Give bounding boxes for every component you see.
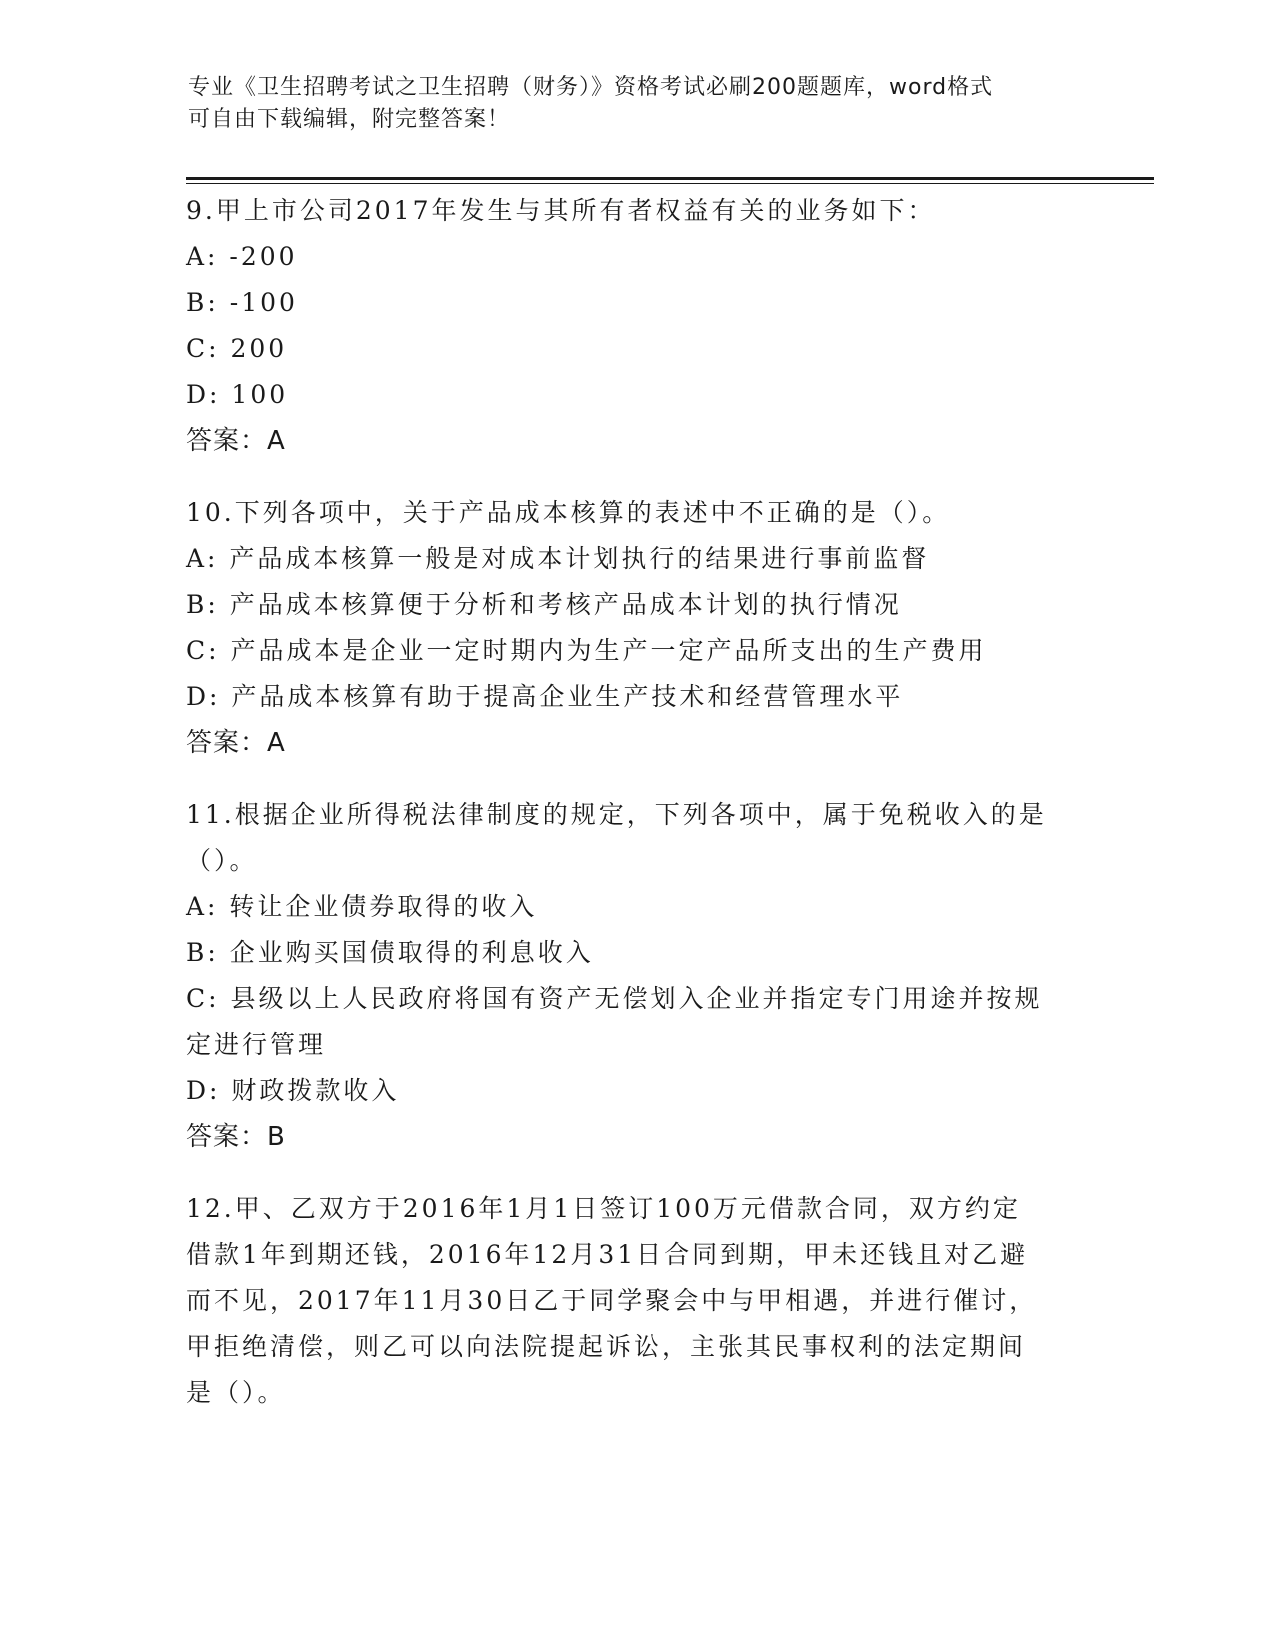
question-9 xyxy=(186,188,1086,464)
option-d: D: 100 xyxy=(186,380,289,409)
answer: 答案：A xyxy=(186,426,286,456)
option-c: C: 县级以上人民政府将国有资产无偿划入企业并指定专门用途并按规 xyxy=(186,984,1043,1013)
question-10 xyxy=(186,490,1086,766)
option-d: D: 财政拨款收入 xyxy=(186,1076,400,1105)
option-a: A: 产品成本核算一般是对成本计划执行的结果进行事前监督 xyxy=(186,544,930,573)
question-stem: 9.甲上市公司2017年发生与其所有者权益有关的业务如下： xyxy=(186,196,936,225)
option-d: D: 产品成本核算有助于提高企业生产技术和经营管理水平 xyxy=(186,682,904,711)
option-a: A: -200 xyxy=(186,242,298,271)
question-stem: 11.根据企业所得税法律制度的规定，下列各项中，属于免税收入的是 xyxy=(186,800,1047,829)
option-c-continued: 定进行管理 xyxy=(186,1030,327,1059)
question-stem: 12.甲、乙双方于2016年1月1日签订100万元借款合同，双方约定 xyxy=(186,1194,1021,1223)
question-stem-continued: 借款1年到期还钱，2016年12月31日合同到期，甲未还钱且对乙避 xyxy=(186,1240,1029,1269)
question-11 xyxy=(186,792,1086,1160)
option-c: C: 200 xyxy=(186,334,288,363)
option-b: B: 企业购买国债取得的利息收入 xyxy=(186,938,594,967)
question-stem-continued: 而不见，2017年11月30日乙于同学聚会中与甲相遇，并进行催讨， xyxy=(186,1286,1038,1315)
question-stem-continued: 甲拒绝清偿，则乙可以向法院提起诉讼，主张其民事权利的法定期间 xyxy=(186,1332,1027,1361)
answer: 答案：A xyxy=(186,728,286,758)
header-line-2: 可自由下载编辑，附完整答案！ xyxy=(188,107,511,132)
option-a: A: 转让企业债券取得的收入 xyxy=(186,892,538,921)
header-divider-thick xyxy=(186,177,1154,180)
question-stem-continued: 是（）。 xyxy=(186,1378,286,1407)
page-header xyxy=(188,72,1088,136)
question-stem: 10.下列各项中，关于产品成本核算的表述中不正确的是（）。 xyxy=(186,498,951,527)
question-list xyxy=(186,188,1086,1442)
option-c: C: 产品成本是企业一定时期内为生产一定产品所支出的生产费用 xyxy=(186,636,987,665)
option-b: B: -100 xyxy=(186,288,298,317)
header-line-1: 专业《卫生招聘考试之卫生招聘（财务）》资格考试必刷200题题库，word格式 xyxy=(188,75,994,100)
answer: 答案：B xyxy=(186,1122,286,1152)
question-12 xyxy=(186,1186,1086,1416)
header-divider-thin xyxy=(186,183,1154,184)
question-stem-continued: （）。 xyxy=(186,846,258,875)
option-b: B: 产品成本核算便于分析和考核产品成本计划的执行情况 xyxy=(186,590,902,619)
